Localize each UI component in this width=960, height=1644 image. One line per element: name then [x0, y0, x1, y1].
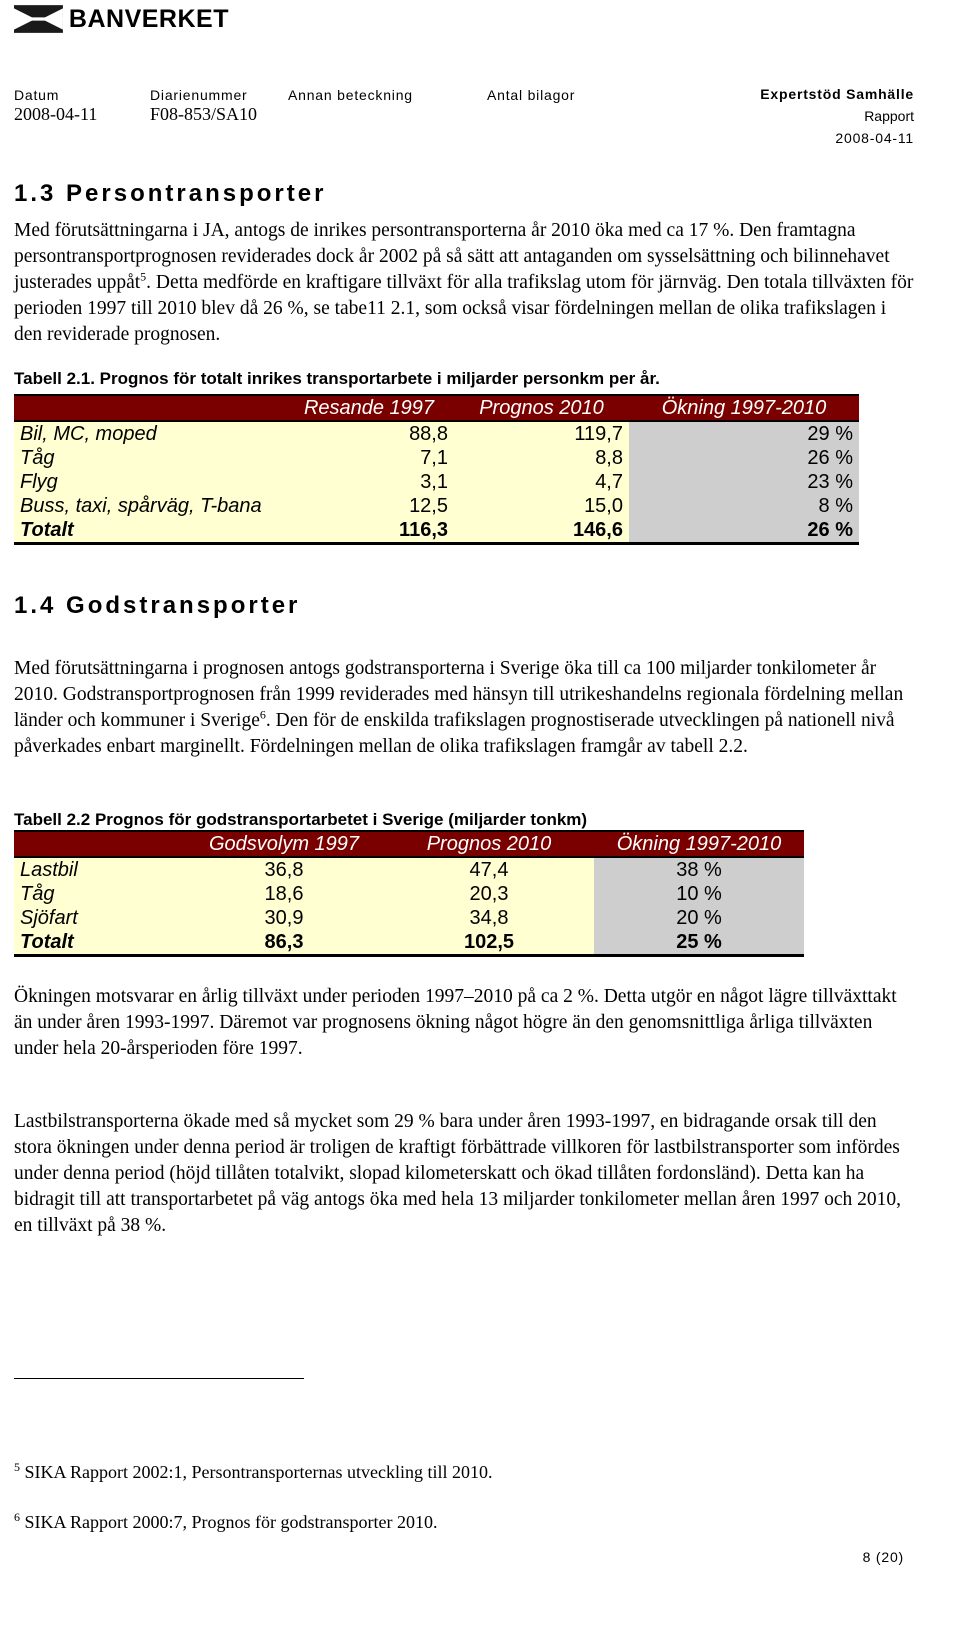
- table-row: [14, 494, 859, 518]
- value-datum: 2008-04-11: [14, 104, 98, 124]
- table-caption-2-2: Tabell 2.2 Prognos för godstransportarbetet i Sverige (miljarder tonkm): [14, 810, 588, 829]
- table-cell: 20,3: [384, 882, 594, 906]
- paragraph-text: . Den för de enskilda trafikslagen prognostiserade utvecklingen på nationell nivå påverkades enbart marginellt. Fördelningen mellan de olika trafikslagen framgår av tabell 2.2.: [14, 710, 895, 757]
- table-cell: 3,1: [284, 470, 454, 494]
- paragraph-text: Lastbilstransporterna ökade med så mycket som 29 % bara under åren 1993-1997, en bidragande orsak till den stora ökningen under denna period är troligen de kraftigt förbättrade villkoren för lastbilstransporter som infördes under denna period (höjd tillåten totalvikt, slopad kilometerskatt och ökad tillåten fordonsländ). Detta kan ha bidragit till att transportarbetet på väg antogs öka med hela 13 miljarder tonkilometer mellan åren 1997 och 2010, en tillväxt på 38 %.: [14, 1111, 901, 1236]
- footnote-5: [14, 1462, 492, 1483]
- table-cell: Totalt: [14, 930, 184, 956]
- table-cell: 88,8: [284, 421, 454, 446]
- page-number: 8 (20): [862, 1549, 904, 1565]
- table-cell: 25 %: [594, 930, 804, 956]
- table-row: [14, 446, 859, 470]
- table-cell: Tåg: [14, 446, 284, 470]
- table-cell: 26 %: [629, 446, 859, 470]
- table-row: [14, 882, 804, 906]
- paragraph-text: Med förutsättningarna i prognosen antogs godstransporterna i Sverige öka till ca 100 miljarder tonkilometer år 2010. Godstransportprognosen från 1999 reviderades med hänsyn till utrikeshandelns regionala fördelning mellan länder och kommuner i Sverige: [14, 658, 904, 731]
- paragraph-godstransporter: [14, 656, 914, 760]
- table-cell: Lastbil: [14, 857, 184, 882]
- footnote-divider: [14, 1378, 304, 1379]
- table-cell: 34,8: [384, 906, 594, 930]
- table-cell: Totalt: [14, 518, 284, 544]
- table-cell: Flyg: [14, 470, 284, 494]
- paragraph-tillvaxt: [14, 984, 919, 1062]
- paragraph-text: Med förutsättningarna i JA, antogs de inrikes persontransporterna år 2010 öka med ca 17 %. Den framtagna persontransportprognosen reviderades dock år 2002 på så sätt att antaganden om sysselsättning och bilinnehavet justerades uppåt: [14, 220, 890, 293]
- table-cell: Tåg: [14, 882, 184, 906]
- table-cell: 146,6: [454, 518, 629, 544]
- header-date: 2008-04-11: [835, 130, 914, 146]
- table-cell: 23 %: [629, 470, 859, 494]
- paragraph-text: . Detta medförde en kraftigare tillväxt för alla trafikslag utom för järnväg. Den totala tillväxten för perioden 1997 till 2010 blev då 26 %, se tabe11 2.1, som också visar fördelningen mellan de olika trafikslagen i den reviderade prognosen.: [14, 272, 914, 345]
- table-cell: 8 %: [629, 494, 859, 518]
- table-cell: 102,5: [384, 930, 594, 956]
- footnote-number: 5: [14, 1460, 20, 1474]
- table-cell: 8,8: [454, 446, 629, 470]
- table-header-cell: Godsvolym 1997: [184, 831, 384, 857]
- table-cell: 18,6: [184, 882, 384, 906]
- table-row: [14, 906, 804, 930]
- table-header-row: [14, 831, 804, 857]
- table-total-row: [14, 930, 804, 956]
- label-datum: Datum: [14, 87, 60, 103]
- table-cell: 4,7: [454, 470, 629, 494]
- label-diarienummer: Diarienummer: [150, 87, 248, 103]
- table-cell: 15,0: [454, 494, 629, 518]
- table-header-cell: [14, 831, 184, 857]
- table-cell: 36,8: [184, 857, 384, 882]
- table-cell: 30,9: [184, 906, 384, 930]
- table-persontransport: [14, 394, 859, 545]
- section-title-godstransporter: 1.4 Godstransporter: [14, 592, 301, 619]
- table-total-row: [14, 518, 859, 544]
- table-row: [14, 857, 804, 882]
- table-header-cell: [14, 395, 284, 421]
- label-antal-bilagor: Antal bilagor: [487, 87, 576, 103]
- table-caption-2-1: Tabell 2.1. Prognos för totalt inrikes transportarbete i miljarder personkm per år.: [14, 369, 660, 388]
- label-annan-beteckning: Annan beteckning: [288, 87, 413, 103]
- department-name: Expertstöd Samhälle: [760, 86, 914, 102]
- table-cell: 7,1: [284, 446, 454, 470]
- table-cell: 86,3: [184, 930, 384, 956]
- footnote-6: [14, 1512, 437, 1533]
- logo-text: BANVERKET: [68, 4, 229, 33]
- table-header-row: [14, 395, 859, 421]
- table-cell: 38 %: [594, 857, 804, 882]
- table-header-cell: Ökning 1997-2010: [594, 831, 804, 857]
- document-type: Rapport: [864, 108, 914, 124]
- table-cell: Sjöfart: [14, 906, 184, 930]
- table-cell: 12,5: [284, 494, 454, 518]
- table-cell: Bil, MC, moped: [14, 421, 284, 446]
- paragraph-persontransporter: [14, 218, 914, 348]
- table-cell: Buss, taxi, spårväg, T-bana: [14, 494, 284, 518]
- table-row: [14, 421, 859, 446]
- paragraph-text: Ökningen motsvarar en årlig tillväxt under perioden 1997–2010 på ca 2 %. Detta utgör en något lägre tillväxttakt än under åren 1993-1997. Däremot var prognosens ökning något högre än den genomsnittliga årliga tillväxten under hela 20-årsperioden före 1997.: [14, 986, 897, 1059]
- table-header-cell: Ökning 1997-2010: [629, 395, 859, 421]
- section-title-persontransporter: 1.3 Persontransporter: [14, 180, 327, 207]
- table-header-cell: Resande 1997: [284, 395, 454, 421]
- table-header-cell: Prognos 2010: [384, 831, 594, 857]
- banverket-emblem-icon: [14, 2, 63, 36]
- table-cell: 26 %: [629, 518, 859, 544]
- table-cell: 47,4: [384, 857, 594, 882]
- footnote-number: 6: [14, 1510, 20, 1524]
- table-godstransport: [14, 830, 804, 957]
- footnote-ref: 6: [259, 707, 266, 722]
- table-row: [14, 470, 859, 494]
- table-cell: 10 %: [594, 882, 804, 906]
- footnote-text: SIKA Rapport 2002:1, Persontransporternas utveckling till 2010.: [24, 1462, 493, 1482]
- table-cell: 20 %: [594, 906, 804, 930]
- banverket-logo: [14, 0, 229, 38]
- paragraph-lastbil: [14, 1109, 919, 1239]
- value-diarienummer: F08-853/SA10: [150, 104, 258, 124]
- table-header-cell: Prognos 2010: [454, 395, 629, 421]
- table-cell: 119,7: [454, 421, 629, 446]
- table-cell: 116,3: [284, 518, 454, 544]
- footnote-ref: 5: [140, 269, 147, 284]
- footnote-text: SIKA Rapport 2000:7, Prognos för godstransporter 2010.: [24, 1512, 438, 1532]
- table-cell: 29 %: [629, 421, 859, 446]
